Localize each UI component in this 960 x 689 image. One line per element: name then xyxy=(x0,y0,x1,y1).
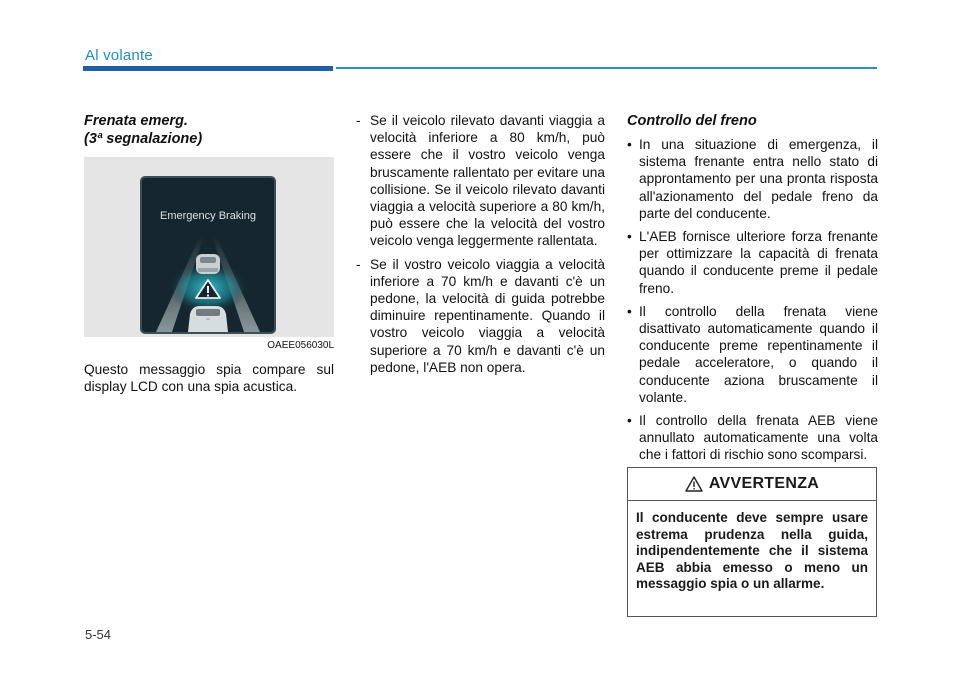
bullet: • xyxy=(627,229,632,245)
figure-code: OAEE056030L xyxy=(267,340,334,351)
bullet: • xyxy=(627,413,632,429)
section-title: Al volante xyxy=(85,47,153,64)
header-rule-dark xyxy=(83,66,333,71)
list-item xyxy=(627,303,878,406)
left-column xyxy=(84,112,334,395)
list-item xyxy=(627,412,878,464)
list-item xyxy=(627,136,878,222)
subhead-line-1: Frenata emerg. xyxy=(84,113,188,129)
list-item-text: Il controllo della frenata AEB viene annullato automaticamente una volta che i fattori di rischio sono scomparsi. xyxy=(639,413,878,463)
road-illustration xyxy=(142,178,274,332)
list-dash: - xyxy=(356,113,361,128)
own-car-icon xyxy=(188,306,228,332)
subhead-title xyxy=(84,112,334,148)
list-item-text: Il controllo della frenata viene disattivato automaticamente quando il conducente preme repentinamente il pedale acceleratore, o quando il conducente aziona bruscamente il volante. xyxy=(639,303,878,405)
lcd-display xyxy=(140,176,276,334)
header-rule-light xyxy=(336,67,877,69)
bullet: • xyxy=(627,137,632,152)
brake-control-heading: Controllo del freno xyxy=(627,113,757,129)
bullet: • xyxy=(627,303,632,319)
subhead-line-2: (3ª segnalazione) xyxy=(84,131,203,147)
list-dash: - xyxy=(356,256,361,272)
car-ahead-icon xyxy=(196,254,220,274)
list-item-text: In una situazione di emergenza, il sistema frenante entra nello stato di approntamento per una pronta risposta all'azionamento del pedale freno da parte del conducente. xyxy=(639,137,878,221)
left-paragraph: Questo messaggio spia compare sul display LCD con una spia acustica. xyxy=(84,362,334,395)
warning-box xyxy=(627,467,877,617)
middle-column xyxy=(356,112,605,382)
warning-header xyxy=(628,468,876,501)
list-item-text: Se il veicolo rilevato davanti viaggia a velocità inferiore a 80 km/h, può essere che il vostro veicolo venga bruscamente rallentato per evitare una collisione. Se il veicolo rilevato davanti viaggia a velocità superiore a 80 km/h, può essere che la velocità del vostro veicolo venga leggermente rallentata. xyxy=(370,113,605,249)
cluster-figure xyxy=(84,157,334,337)
page-number: 5-54 xyxy=(85,627,112,642)
lcd-message: Emergency Braking xyxy=(160,210,256,222)
list-item xyxy=(627,228,878,297)
list-item xyxy=(356,112,605,250)
list-item xyxy=(356,256,605,376)
warning-triangle-icon xyxy=(685,476,703,492)
list-item-text: Se il vostro veicolo viaggia a velocità inferiore a 70 km/h e davanti c'è un pedone, la velocità di guida potrebbe diminuire repentinamente. Quando il vostro veicolo viaggia a velocità superiore a 70 km/h e davanti c'è un pedone, l'AEB non opera. xyxy=(370,256,605,375)
right-column xyxy=(627,112,878,470)
list-item-text: L'AEB fornisce ulteriore forza frenante per ottimizzare la capacità di frenata quando il conducente preme il pedale freno. xyxy=(639,229,878,296)
warning-title: AVVERTENZA xyxy=(708,475,820,492)
warning-text: Il conducente deve sempre usare estrema prudenza nella guida, indipendentemente che il sistema AEB abbia emesso o meno un messaggio spia o un allarme. xyxy=(636,510,868,592)
